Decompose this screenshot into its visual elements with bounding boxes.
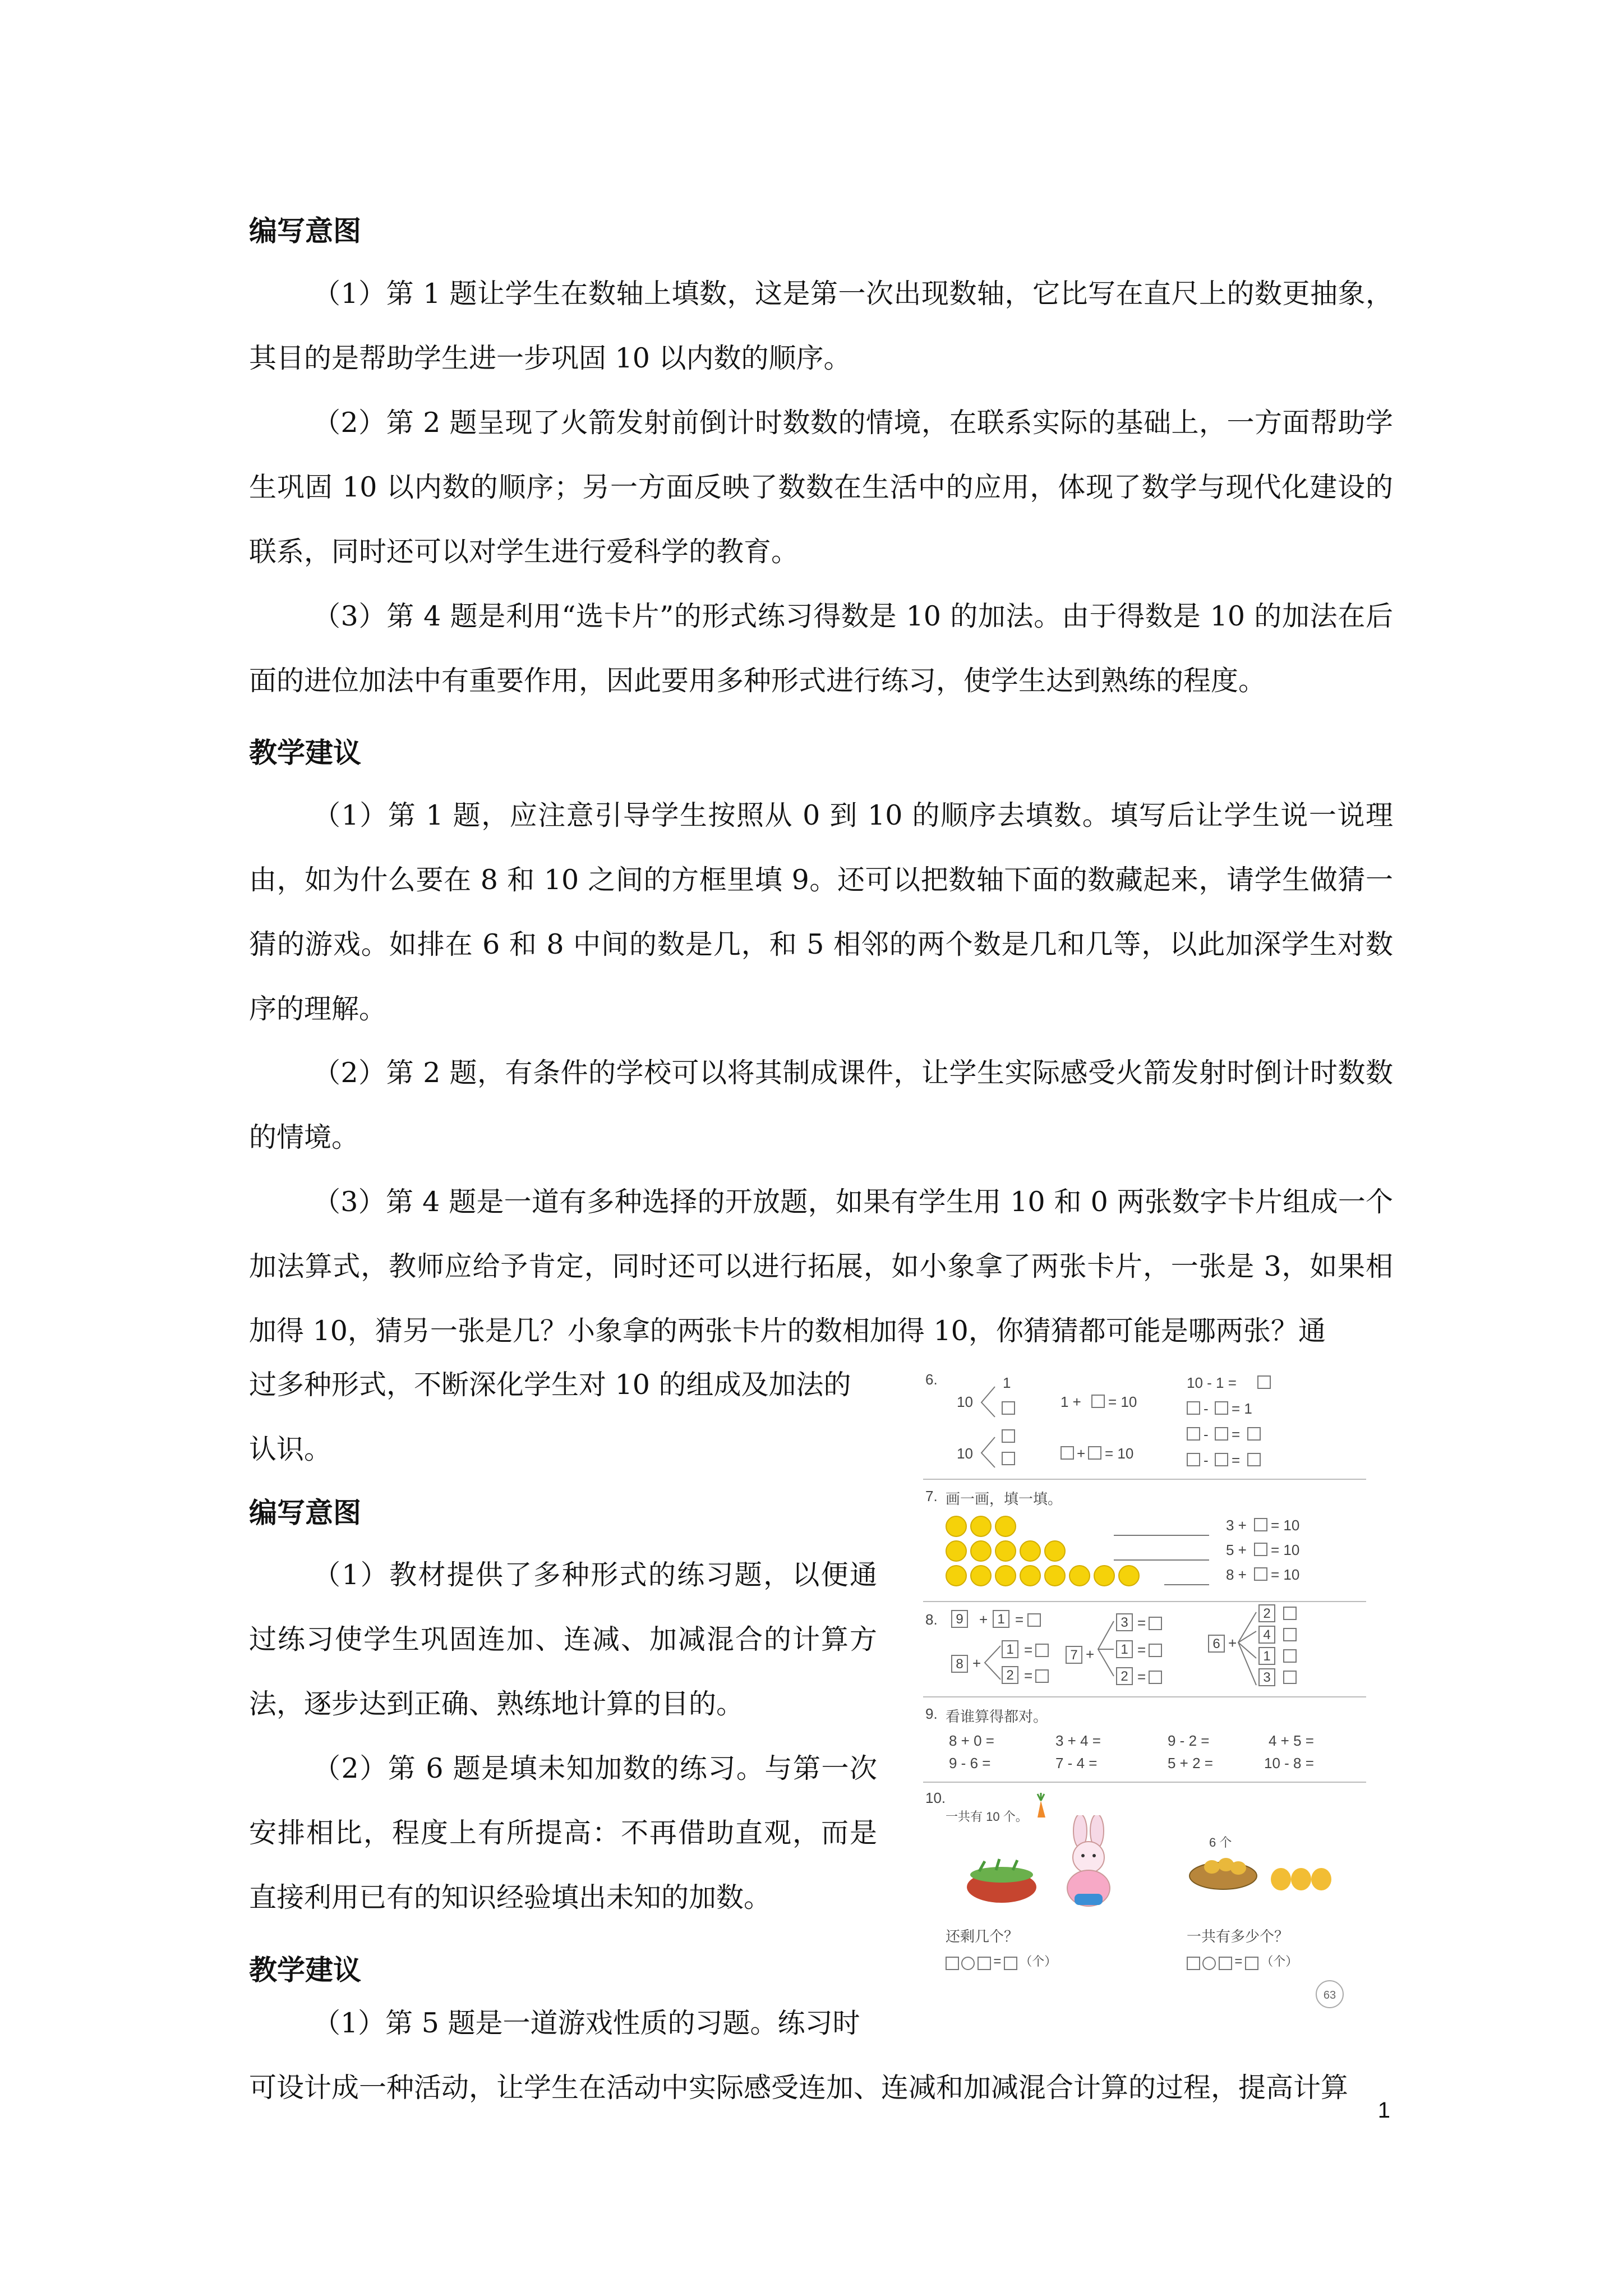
q7-dot <box>1118 1565 1140 1586</box>
q7-eq-1: 3 + <box>1226 1517 1247 1534</box>
paragraph-suggestion-3: （3）第 4 题是一道有多种选择的开放题，如果有学生用 10 和 0 两张数字卡片组成一个加法算式，教师应给予肯定，同时还可以进行拓展，如小象拿了两张卡片，一张是 3，如果相加得 10，猜另一张是几？小象拿的两张卡片的数相加得 10，你猜猜都可能是哪两张？通 <box>249 1186 1393 1347</box>
q8-plus-4: + <box>1228 1635 1237 1651</box>
q7-box-2 <box>1254 1543 1267 1556</box>
q6-eq5-minus: - <box>1204 1426 1209 1443</box>
q6-box-a <box>1002 1401 1015 1415</box>
paragraph-intent-3: （3）第 4 题是利用“选卡片”的形式练习得数是 10 的加法。由于得数是 10 的加法在后面的进位加法中有重要作用，因此要用多种形式进行练习，使学生达到熟练的程度。 <box>249 600 1393 697</box>
q7-box-1 <box>1254 1518 1267 1531</box>
q7-result-3: = 10 <box>1271 1566 1300 1583</box>
q8-box-h <box>1283 1628 1297 1641</box>
q7-dot <box>970 1565 992 1586</box>
q8-branch-6 <box>1235 1607 1260 1691</box>
q10-total-label: 一共有 10 个。 <box>946 1810 1028 1824</box>
divider <box>923 1479 1366 1480</box>
q9-r2-c3: 5 + 2 = <box>1168 1755 1213 1772</box>
q10-right-box-2 <box>1219 1957 1232 1970</box>
paragraph-suggestion-2: （2）第 2 题，有条件的学校可以将其制成课件，让学生实际感受火箭发射时倒计时数数的情境。 <box>249 1057 1393 1153</box>
q8-card-3: 3 <box>1116 1613 1133 1631</box>
q7-dot <box>1044 1540 1066 1562</box>
q8-plus: + <box>979 1611 988 1628</box>
paragraph-suggestion-3-cont2: 认识。 <box>249 1433 332 1465</box>
q6-eq1-box <box>1091 1395 1105 1408</box>
q8-box-g <box>1283 1607 1297 1620</box>
q7-eq-3: 8 + <box>1226 1566 1247 1583</box>
q6-eq6-box-a <box>1187 1453 1200 1466</box>
q6-eq6-box-b <box>1215 1453 1228 1466</box>
q8-box-f <box>1149 1671 1162 1684</box>
q8-box-j <box>1283 1671 1297 1684</box>
q8-plus-3: + <box>1086 1646 1095 1663</box>
q8-card-1d: 1 <box>1258 1647 1275 1665</box>
q8-box-c <box>1035 1669 1049 1683</box>
q9-r1-c3: 9 - 2 = <box>1168 1732 1210 1749</box>
q6-eq1: 1 + <box>1061 1393 1081 1410</box>
paragraph-intent-b-2: （2）第 6 题是填未知加数的练习。与第一次安排相比，程度上有所提高：不再借助直观，而是直接利用已有的知识经验填出未知的加数。 <box>249 1752 877 1913</box>
q7-line-1 <box>1114 1535 1209 1536</box>
q6-eq2-box-a <box>1061 1446 1074 1460</box>
q10-left-eq: = <box>993 1954 1002 1969</box>
q8-card-1: 1 <box>993 1610 1009 1628</box>
q7-line-3 <box>1164 1584 1209 1585</box>
q7-dot <box>1020 1565 1041 1586</box>
q8-eq-6: = <box>1137 1668 1146 1685</box>
q7-result-2: = 10 <box>1271 1542 1300 1558</box>
q6-one: 1 <box>1003 1374 1011 1391</box>
q6-eq2-result: = 10 <box>1105 1445 1134 1462</box>
paragraph-suggestion-3-cont1: 过多种形式，不断深化学生对 10 的组成及加法的 <box>249 1369 851 1401</box>
q8-box-d <box>1149 1617 1162 1630</box>
q7-dot <box>1069 1565 1090 1586</box>
q8-card-4: 4 <box>1258 1626 1275 1644</box>
q6-branch-b <box>978 1433 1000 1472</box>
q8-eq-3: = <box>1024 1667 1033 1684</box>
divider <box>923 1696 1366 1697</box>
q7-dot <box>1020 1540 1041 1562</box>
paragraph-intent-1: （1）第 1 题让学生在数轴上填数，这是第一次出现数轴，它比写在直尺上的数更抽象，其目的是帮助学生进一步巩固 10 以内数的顺序。 <box>249 278 1393 374</box>
q6-eq5-box-c <box>1247 1427 1261 1441</box>
q7-eq-2: 5 + <box>1226 1542 1247 1558</box>
paragraph-suggestion-1: （1）第 1 题，应注意引导学生按照从 0 到 10 的顺序去填数。填写后让学生说一说理由，如为什么要在 8 和 10 之间的方框里填 9。还可以把数轴下面的数藏起来，请学生做猜一猜的游戏。如排在 6 和 8 中间的数是几，和 5 相邻的两个数是几和几等，以此加深学生对数序的理解。 <box>249 799 1393 1025</box>
carrot-icon <box>1030 1793 1052 1821</box>
q8-card-8: 8 <box>951 1655 968 1673</box>
q6-eq5-box-a <box>1187 1427 1200 1441</box>
q6-eq5-box-b <box>1215 1427 1228 1441</box>
q6-branch-a <box>978 1382 1000 1421</box>
q7-line-2 <box>1114 1559 1209 1561</box>
q6-eq3: 10 - 1 = <box>1187 1374 1237 1391</box>
q7-dot <box>946 1565 967 1586</box>
q9-r2-c2: 7 - 4 = <box>1055 1755 1098 1772</box>
q7-dot <box>946 1540 967 1562</box>
q6-eq6-minus: - <box>1204 1452 1209 1469</box>
q10-six-label: 6 个 <box>1209 1835 1232 1849</box>
q7-result-1: = 10 <box>1271 1517 1300 1534</box>
rabbit-icon <box>1052 1815 1131 1911</box>
q8-number: 8. <box>925 1611 938 1628</box>
q9-title: 看谁算得都对。 <box>946 1708 1048 1725</box>
q7-dot <box>995 1540 1016 1562</box>
textbook-exercise-figure <box>923 1366 1366 2012</box>
q8-plus-2: + <box>972 1655 981 1672</box>
q8-card-9: 9 <box>951 1610 968 1628</box>
q10-left-equation <box>946 1952 1057 1970</box>
q6-eq5-eq: = <box>1232 1426 1241 1443</box>
q10-right-box-3 <box>1245 1957 1258 1970</box>
q8-branch-7 <box>1095 1613 1117 1686</box>
q10-right-box-1 <box>1187 1957 1200 1970</box>
paragraph-intent-b-1: （1）教材提供了多种形式的练习题，以便通过练习使学生巩固连加、连减、加减混合的计算方法，逐步达到正确、熟练地计算的目的。 <box>249 1559 877 1720</box>
q6-eq6-eq: = <box>1232 1452 1241 1469</box>
divider <box>923 1782 1366 1783</box>
q8-eq-5: = <box>1137 1641 1146 1658</box>
q10-right-op <box>1202 1957 1216 1970</box>
q6-eq4-minus: - <box>1204 1400 1209 1417</box>
section-heading-suggestion-2: 教学建议 <box>249 1954 361 1986</box>
q6-box-b <box>1002 1429 1015 1443</box>
q8-card-3b: 3 <box>1258 1668 1275 1686</box>
q6-eq4-result: = 1 <box>1232 1400 1252 1417</box>
q7-dot <box>946 1516 967 1537</box>
q9-r2-c4: 10 - 8 = <box>1264 1755 1314 1772</box>
q7-dot <box>1044 1565 1066 1586</box>
q6-eq1-result: = 10 <box>1108 1393 1137 1410</box>
q8-eq: = <box>1015 1611 1024 1628</box>
paragraph-intent-2: （2）第 2 题呈现了火箭发射前倒计时数数的情境，在联系实际的基础上，一方面帮助学生巩固 10 以内数的顺序；另一方面反映了数数在生活中的应用，体现了数学与现代化建设的联系，同时还可以对学生进行爱科学的教育。 <box>249 407 1393 568</box>
q8-eq-2: = <box>1024 1641 1033 1658</box>
q10-left-box-3 <box>1004 1957 1017 1970</box>
q10-right-equation <box>1187 1952 1298 1970</box>
q7-dot <box>970 1516 992 1537</box>
q7-box-3 <box>1254 1567 1267 1581</box>
page-number: 1 <box>1377 2098 1390 2123</box>
q7-dot <box>1094 1565 1115 1586</box>
q7-number: 7. <box>925 1488 938 1504</box>
q6-box-c <box>1002 1452 1015 1465</box>
q10-number: 10. <box>925 1789 946 1806</box>
q8-card-1b: 1 <box>1002 1640 1018 1658</box>
q6-ten-a: 10 <box>957 1393 973 1410</box>
q8-box-e <box>1149 1644 1162 1657</box>
q8-box-i <box>1283 1649 1297 1663</box>
q8-box-b <box>1035 1644 1049 1657</box>
q10-right-unit: （个） <box>1261 1954 1298 1968</box>
divider <box>923 1601 1366 1602</box>
q8-card-2: 2 <box>1002 1666 1018 1684</box>
q7-title: 画一画，填一填。 <box>946 1490 1063 1507</box>
q6-eq2-plus: + <box>1077 1445 1086 1462</box>
q6-eq6-box-c <box>1247 1453 1261 1466</box>
q10-right-question: 一共有多少个？ <box>1187 1928 1289 1945</box>
q9-number: 9. <box>925 1705 938 1722</box>
paragraph-suggestion-b-line1: （1）第 5 题是一道游戏性质的习题。练习时 <box>313 2007 860 2039</box>
q7-dot <box>970 1540 992 1562</box>
q10-right-eq: = <box>1234 1954 1243 1969</box>
q7-dot <box>995 1565 1016 1586</box>
q6-number: 6. <box>925 1371 938 1388</box>
q10-left-box-1 <box>946 1957 959 1970</box>
q6-ten-b: 10 <box>957 1445 973 1462</box>
q6-eq4-box-b <box>1215 1401 1228 1415</box>
q9-r1-c1: 8 + 0 = <box>949 1732 994 1749</box>
paragraph-suggestion-b-line2: 可设计成一种活动，让学生在活动中实际感受连加、连减和加减混合计算的过程，提高计算 <box>249 2072 1349 2104</box>
q6-eq3-box <box>1257 1375 1271 1389</box>
q6-eq2-box-b <box>1088 1446 1101 1460</box>
q8-card-2b: 2 <box>1116 1667 1133 1685</box>
q10-left-op <box>961 1957 975 1970</box>
q10-left-question: 还剩几个？ <box>946 1928 1019 1945</box>
q8-card-2c: 2 <box>1258 1604 1275 1622</box>
q7-dot <box>995 1516 1016 1537</box>
section-heading-suggestion: 教学建议 <box>249 737 361 769</box>
q10-left-box-2 <box>978 1957 991 1970</box>
q8-box-a <box>1027 1613 1041 1627</box>
q8-eq-4: = <box>1137 1614 1146 1631</box>
q6-eq4-box-a <box>1187 1401 1200 1415</box>
q9-r1-c4: 4 + 5 = <box>1269 1732 1314 1749</box>
basket-icon <box>1187 1850 1260 1895</box>
q10-left-unit: （个） <box>1020 1954 1057 1968</box>
q9-r1-c2: 3 + 4 = <box>1055 1732 1101 1749</box>
section-heading-intent: 编写意图 <box>249 215 361 247</box>
textbook-page-number: 63 <box>1316 1980 1344 2008</box>
q9-r2-c1: 9 - 6 = <box>949 1755 991 1772</box>
carrot-basket-icon <box>962 1855 1041 1905</box>
pears-icon <box>1269 1860 1336 1894</box>
section-heading-intent-2: 编写意图 <box>249 1497 361 1529</box>
q8-card-6: 6 <box>1208 1635 1225 1653</box>
q8-card-7: 7 <box>1066 1646 1082 1664</box>
q8-branch-8 <box>981 1640 1004 1685</box>
q8-card-1c: 1 <box>1116 1640 1133 1658</box>
